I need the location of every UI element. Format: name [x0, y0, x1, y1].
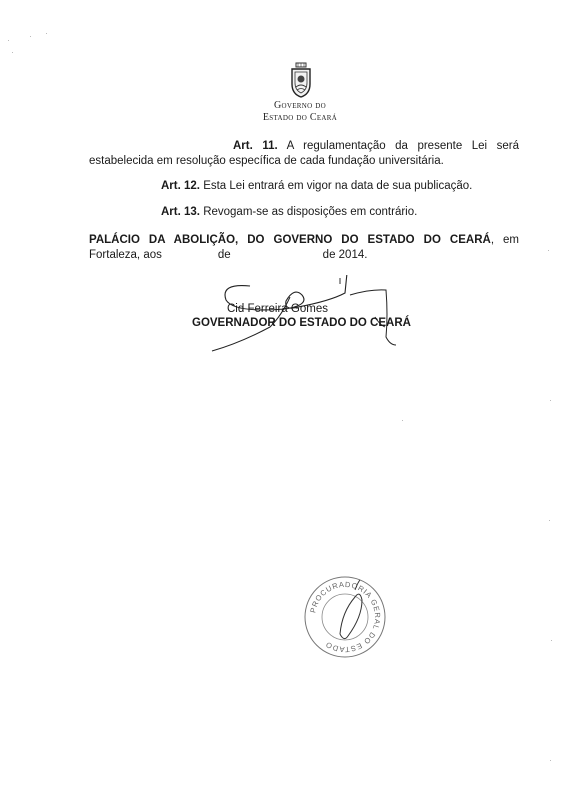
article-12-text: Esta Lei entrará em vigor na data de sua publicação. — [200, 180, 473, 192]
article-13-text: Revogam-se as disposições em contrário. — [200, 206, 418, 218]
article-11 — [89, 139, 519, 169]
closing-bold: PALÁCIO DA ABOLIÇÃO, DO GOVERNO DO ESTADO DO CEARÁ — [89, 234, 491, 246]
closing-de: de — [217, 249, 231, 261]
closing-paragraph — [89, 233, 519, 263]
state-coat-of-arms-icon — [288, 62, 314, 98]
signatory-title: GOVERNADOR DO ESTADO DO CEARÁ — [192, 317, 411, 329]
article-12 — [89, 179, 519, 194]
government-header — [230, 100, 370, 124]
header-line-1: Governo do — [274, 100, 326, 111]
closing-fortaleza: Fortaleza, aos — [89, 249, 162, 261]
header-line-2: Estado do Ceará — [262, 112, 338, 123]
signatory-name: Cid Ferreira Gomes — [227, 303, 328, 315]
stamp-seal-icon — [300, 572, 390, 662]
closing-rest: , em — [490, 234, 519, 246]
article-13-label: Art. 13. — [161, 206, 200, 218]
svg-text:PROCURADORIA GERAL DO ESTADO: PROCURADORIA GERAL DO ESTADO — [308, 579, 383, 655]
procuradoria-stamp — [300, 572, 390, 662]
article-11-label: Art. 11. — [233, 140, 278, 152]
article-11-text: A regulamentação da presente Lei será estabelecida em resolução específica de cada fundação universitária. — [89, 140, 519, 167]
article-13 — [89, 205, 519, 220]
article-12-label: Art. 12. — [161, 180, 200, 192]
closing-year: de 2014. — [322, 249, 368, 261]
signature-block — [190, 275, 430, 365]
